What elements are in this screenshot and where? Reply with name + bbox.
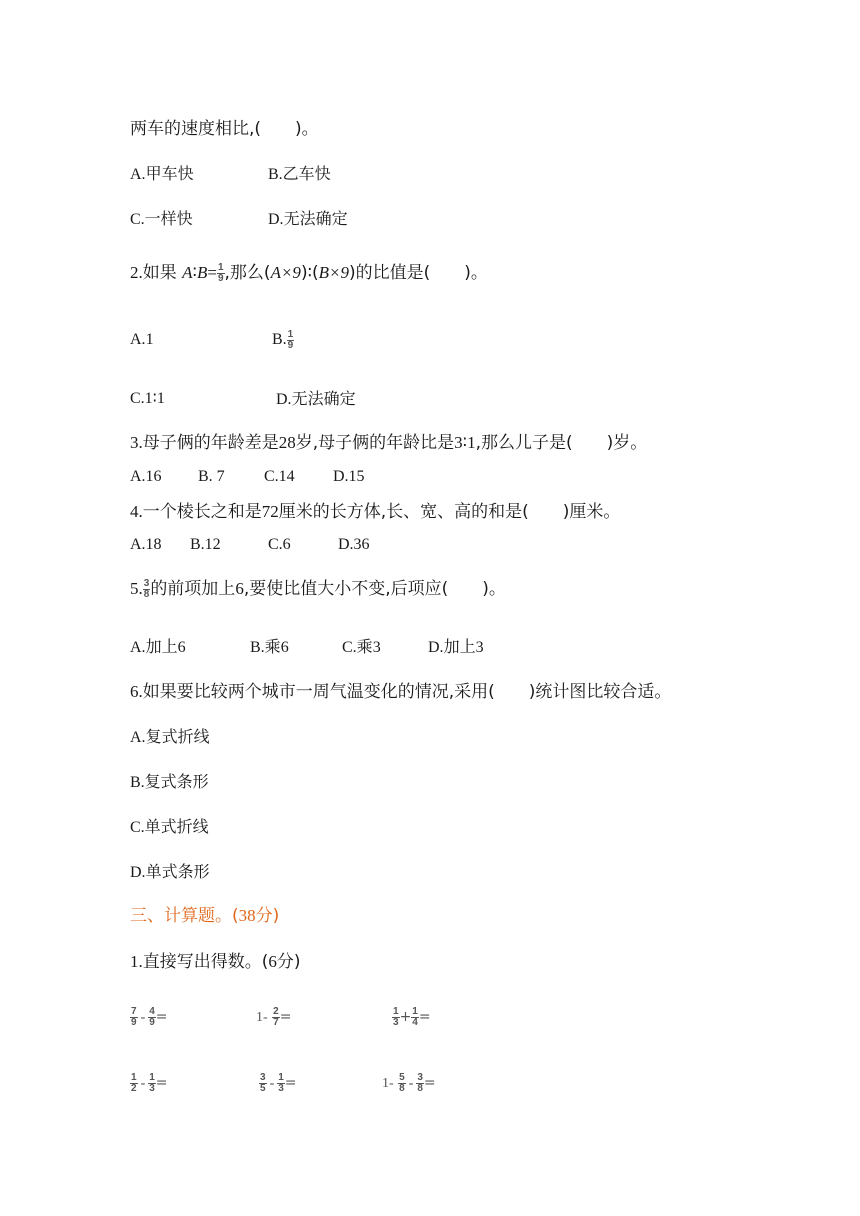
question-3 — [130, 432, 647, 454]
calc-r1c2-frac-b — [272, 1007, 280, 1028]
q2-fraction-den: 9 — [217, 272, 224, 284]
question-5 — [130, 578, 506, 600]
calc-r1c3-frac-a — [392, 1007, 400, 1028]
calc-r1c3 — [392, 1006, 431, 1028]
q2-option-c[interactable] — [130, 388, 165, 410]
calc-r1c1-b-den: 9 — [149, 1016, 155, 1028]
q5-option-c-letter: C. — [342, 639, 357, 656]
q4-option-c[interactable]: C.6 — [268, 536, 291, 553]
q6-option-d-text: 单式条形 — [145, 862, 210, 881]
q5-number: 5. — [130, 579, 143, 598]
calc-r2c3-lead: 1- — [382, 1076, 394, 1091]
calc-r2c1-op: - — [140, 1076, 146, 1091]
q2-text-end: )的比值是( )。 — [349, 263, 488, 283]
q3-option-d[interactable]: D.15 — [333, 468, 365, 485]
q2-option-a-value: 1 — [145, 331, 154, 348]
calc-r1c3-a-den: 3 — [393, 1016, 399, 1028]
q1-option-d-text: 无法确定 — [283, 209, 348, 228]
calc-r1c3-a-num: 1 — [393, 1005, 399, 1017]
q1-option-b[interactable] — [268, 163, 331, 186]
section-3-score-num: 38 — [238, 906, 256, 925]
q2-ratio: ∶ — [192, 263, 197, 282]
calc-r1c1 — [130, 1006, 168, 1029]
question-4 — [130, 501, 620, 523]
calc-r1c3-b-den: 4 — [412, 1016, 418, 1028]
q1-option-a-text: 甲车快 — [145, 164, 194, 183]
calc-r2c1-frac-b — [148, 1073, 156, 1094]
calc-r1c2-b-den: 7 — [273, 1016, 279, 1028]
q2-var-a: A — [182, 263, 193, 282]
calc-r1c1-b-num: 4 — [149, 1005, 155, 1017]
calc-r1c1-a-num: 7 — [131, 1005, 137, 1017]
calc-subtitle-text: 直接写出得数。( — [142, 952, 269, 972]
q6-option-c-letter: C. — [130, 819, 145, 836]
q2-b9: B×9 — [318, 263, 349, 282]
calc-r1c1-a-den: 9 — [131, 1016, 137, 1028]
calc-r2c3-b-den: 8 — [417, 1082, 423, 1094]
calc-r2c1 — [130, 1072, 168, 1095]
calc-r2c2-b-den: 3 — [278, 1082, 284, 1094]
calc-r1c2-eq: = — [279, 1009, 292, 1025]
q5-option-b-text: 乘 — [264, 637, 281, 656]
calc-r2c2-frac-a — [259, 1073, 267, 1094]
calc-r2c1-b-num: 1 — [149, 1071, 155, 1083]
q1-option-b-letter: B. — [268, 166, 283, 183]
calc-r1c3-op: + — [399, 1009, 412, 1025]
q5-text-1: 的前项加上 — [150, 579, 236, 599]
q3-option-b[interactable]: B. 7 — [198, 468, 225, 485]
q2-equals: = — [207, 263, 217, 282]
q2-option-b-num: 1 — [287, 328, 294, 340]
calc-r2c2-frac-b — [277, 1073, 285, 1094]
calc-r2c2-op: - — [269, 1076, 275, 1091]
calc-r1c3-frac-b — [411, 1007, 419, 1028]
q3-number: 3. — [130, 433, 143, 452]
q2-option-d[interactable] — [276, 388, 356, 411]
calc-r1c1-frac-a — [130, 1007, 138, 1028]
calc-subtitle — [130, 951, 301, 973]
calc-r1c2-b-num: 2 — [273, 1005, 279, 1017]
q5-option-a[interactable] — [130, 636, 186, 659]
question-1-tail: 两车的速度相比,( )。 — [130, 119, 319, 139]
q5-option-c-text: 乘 — [356, 637, 373, 656]
calc-r2c1-a-num: 1 — [131, 1071, 137, 1083]
calc-r2c3-op: - — [408, 1076, 414, 1091]
calc-r2c2-a-den: 5 — [260, 1082, 266, 1094]
q2-var-b: B — [196, 263, 208, 282]
q3-option-a[interactable]: A.16 — [130, 468, 162, 485]
section-3-heading — [130, 905, 279, 927]
calc-subtitle-tail: 分) — [276, 952, 301, 972]
q1-option-c[interactable] — [130, 208, 193, 231]
q4-text-2: 厘米的长方体,长、宽、高的和是( )厘米。 — [278, 502, 621, 522]
q5-option-d-letter: D. — [428, 639, 444, 656]
question-2 — [130, 262, 488, 284]
q1-option-d-letter: D. — [268, 211, 284, 228]
question-6 — [130, 681, 671, 703]
q6-option-c[interactable] — [130, 816, 209, 839]
q4-text-1: 一个棱长之和是 — [142, 502, 262, 522]
calc-r2c3-a-den: 8 — [399, 1082, 405, 1094]
q6-option-d-letter: D. — [130, 864, 146, 881]
q5-num-1: 6 — [235, 579, 244, 598]
q5-option-a-letter: A. — [130, 639, 146, 656]
calc-r2c1-b-den: 3 — [149, 1082, 155, 1094]
q3-text-3: ,那么儿子是( )岁。 — [475, 433, 648, 453]
q2-ratio2: )∶( — [300, 263, 319, 283]
q1-option-a-letter: A. — [130, 166, 146, 183]
q6-number: 6. — [130, 682, 143, 701]
section-3-title: 三、计算题。 — [130, 906, 232, 926]
q6-option-a[interactable] — [130, 726, 210, 749]
q5-option-b-letter: B. — [250, 639, 265, 656]
q2-option-c-value: 1∶1 — [144, 390, 165, 407]
q5-option-b-num: 6 — [280, 639, 289, 656]
calc-r2c1-eq: = — [155, 1075, 168, 1091]
calc-r1c2 — [256, 1006, 291, 1029]
q1-option-a[interactable] — [130, 163, 194, 186]
q1-option-c-text: 一样快 — [144, 209, 193, 228]
q6-option-c-text: 单式折线 — [144, 817, 209, 836]
q4-num-1: 72 — [261, 502, 279, 521]
q5-option-c[interactable] — [342, 636, 381, 659]
q5-fraction-den: 8 — [143, 588, 150, 600]
q6-option-b-letter: B. — [130, 774, 145, 791]
q3-num-2: 3∶1 — [454, 433, 476, 452]
section-3-score-close: 分) — [255, 906, 280, 926]
q3-option-c[interactable]: C.14 — [264, 468, 295, 485]
q1-option-b-text: 乙车快 — [282, 164, 331, 183]
calc-r2c2-a-num: 3 — [260, 1071, 266, 1083]
q2-fraction-num: 1 — [217, 261, 224, 273]
q5-option-a-text: 加上 — [145, 637, 178, 656]
calc-r1c2-lead: 1- — [256, 1010, 268, 1025]
calc-r2c3-b-num: 3 — [417, 1071, 423, 1083]
q2-text-a: 如果 — [142, 263, 177, 283]
q2-option-a[interactable] — [130, 329, 154, 351]
q2-fraction — [217, 263, 225, 284]
q4-number: 4. — [130, 502, 143, 521]
q6-option-d[interactable] — [130, 861, 210, 884]
calc-r2c3-a-num: 5 — [399, 1071, 405, 1083]
q2-a9: A×9 — [270, 263, 301, 282]
q2-option-b-letter: B. — [272, 331, 287, 348]
calc-r2c2-b-num: 1 — [278, 1071, 284, 1083]
q5-option-d-text: 加上 — [443, 637, 476, 656]
q5-option-c-num: 3 — [372, 639, 381, 656]
q2-option-d-letter: D. — [276, 391, 292, 408]
q4-option-a[interactable]: A.18 — [130, 536, 162, 553]
calc-r1c1-frac-b — [148, 1007, 156, 1028]
q2-option-b[interactable] — [272, 329, 294, 351]
q4-option-d[interactable]: D.36 — [338, 536, 370, 553]
calc-r2c1-frac-a — [130, 1073, 138, 1094]
q5-option-d[interactable] — [428, 636, 484, 659]
q2-option-c-letter: C. — [130, 390, 145, 407]
q6-option-a-letter: A. — [130, 729, 146, 746]
q3-num-1: 28 — [278, 433, 296, 452]
section-3-score-open: ( — [232, 906, 239, 926]
calc-r2c2 — [259, 1072, 297, 1095]
q4-option-b[interactable]: B.12 — [190, 536, 221, 553]
q2-option-b-fraction — [287, 330, 295, 351]
calc-subtitle-n: 6 — [268, 952, 277, 971]
q1-option-d[interactable] — [268, 208, 348, 231]
q5-option-d-num: 3 — [475, 639, 484, 656]
q3-text-2: 岁,母子俩的年龄比是 — [295, 433, 455, 453]
calc-r2c3-eq: = — [423, 1075, 436, 1091]
calc-r1c3-b-num: 1 — [412, 1005, 418, 1017]
calc-r1c1-eq: = — [155, 1009, 168, 1025]
calc-r2c2-eq: = — [284, 1075, 297, 1091]
q6-option-a-text: 复式折线 — [145, 727, 210, 746]
calc-r2c3-frac-a — [398, 1073, 406, 1094]
q1-option-c-letter: C. — [130, 211, 145, 228]
calc-r1c1-op: - — [140, 1010, 146, 1025]
calc-r2c3-frac-b — [416, 1073, 424, 1094]
q2-option-a-letter: A. — [130, 331, 146, 348]
q6-option-b[interactable] — [130, 771, 209, 794]
calc-r2c3 — [382, 1072, 436, 1095]
q6-text: 如果要比较两个城市一周气温变化的情况,采用( )统计图比较合适。 — [142, 682, 672, 702]
q5-text-2: ,要使比值大小不变,后项应( )。 — [243, 579, 506, 599]
q5-fraction-num: 3 — [143, 577, 150, 589]
calc-r1c3-eq: = — [418, 1009, 431, 1025]
calc-r2c1-a-den: 2 — [131, 1082, 137, 1094]
q2-option-b-den: 9 — [287, 339, 294, 351]
calc-subtitle-number: 1. — [130, 952, 143, 971]
q6-option-b-text: 复式条形 — [144, 772, 209, 791]
q5-option-b[interactable] — [250, 636, 289, 659]
q2-text-mid: ,那么( — [224, 263, 271, 283]
q3-text-1: 母子俩的年龄差是 — [142, 433, 279, 453]
q2-option-d-value: 无法确定 — [291, 389, 356, 408]
q2-number: 2. — [130, 263, 143, 282]
q5-option-a-num: 6 — [177, 639, 186, 656]
